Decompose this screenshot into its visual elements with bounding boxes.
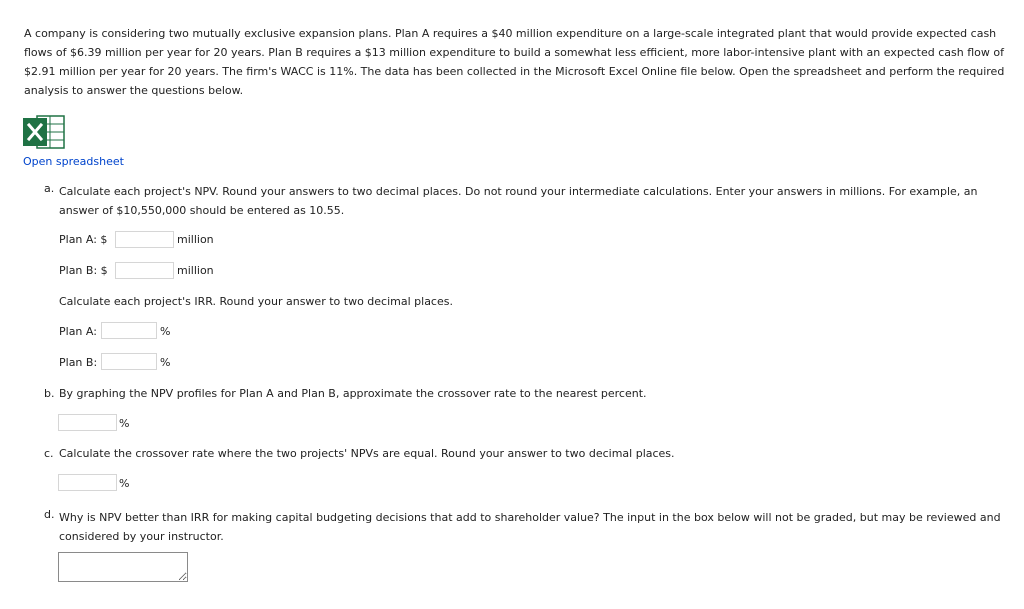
part-b-prefix: b.: [44, 387, 55, 400]
npv-vs-irr-textarea[interactable]: [58, 552, 188, 582]
irr-instruction: Calculate each project's IRR. Round your answer to two decimal places.: [59, 295, 453, 308]
irr-plan-a-unit: %: [160, 325, 171, 338]
npv-plan-b-label: Plan B: $: [59, 264, 108, 277]
npv-plan-a-input[interactable]: [115, 231, 174, 248]
npv-plan-a-unit: million: [177, 233, 214, 246]
excel-icon[interactable]: [23, 115, 65, 149]
npv-plan-a-label: Plan A: $: [59, 233, 108, 246]
irr-plan-b-unit: %: [160, 356, 171, 369]
part-d-prefix: d.: [44, 508, 55, 521]
irr-plan-a-label: Plan A:: [59, 325, 97, 338]
part-c-prefix: c.: [44, 447, 54, 460]
crossover-exact-input[interactable]: [58, 474, 117, 491]
part-b-question: By graphing the NPV profiles for Plan A and Plan B, approximate the crossover rate to the nearest percent.: [59, 387, 647, 400]
part-a-prefix: a.: [44, 182, 55, 195]
crossover-approx-input[interactable]: [58, 414, 117, 431]
part-a-question: Calculate each project's NPV. Round your answers to two decimal places. Do not round your intermediate calculations. Enter your answers in millions. For example, an answer of $10,550,000 should be entered as 10.55.: [59, 185, 978, 217]
part-d-question: Why is NPV better than IRR for making capital budgeting decisions that add to shareholder value? The input in the box below will not be graded, but may be reviewed and considered by your instructor.: [59, 511, 1001, 543]
problem-statement: A company is considering two mutually exclusive expansion plans. Plan A requires a $40 million expenditure on a large-scale integrated plant that would provide expected cash flows of $6.39 million per year for 20 years. Plan B requires a $13 million expenditure to build a somewhat less efficient, more labor-intensive plant with an expected cash flow of $2.91 million per year for 20 years. The firm's WACC is 11%. The data has been collected in the Microsoft Excel Online file below. Open the spreadsheet and perform the required analysis to answer the questions below.: [24, 27, 1005, 97]
irr-plan-a-input[interactable]: [101, 322, 157, 339]
open-spreadsheet-link[interactable]: Open spreadsheet: [23, 155, 124, 168]
irr-plan-b-label: Plan B:: [59, 356, 98, 369]
crossover-exact-unit: %: [119, 477, 130, 490]
npv-plan-b-input[interactable]: [115, 262, 174, 279]
part-c-question: Calculate the crossover rate where the two projects' NPVs are equal. Round your answer to two decimal places.: [59, 447, 675, 460]
crossover-approx-unit: %: [119, 417, 130, 430]
irr-plan-b-input[interactable]: [101, 353, 157, 370]
npv-plan-b-unit: million: [177, 264, 214, 277]
